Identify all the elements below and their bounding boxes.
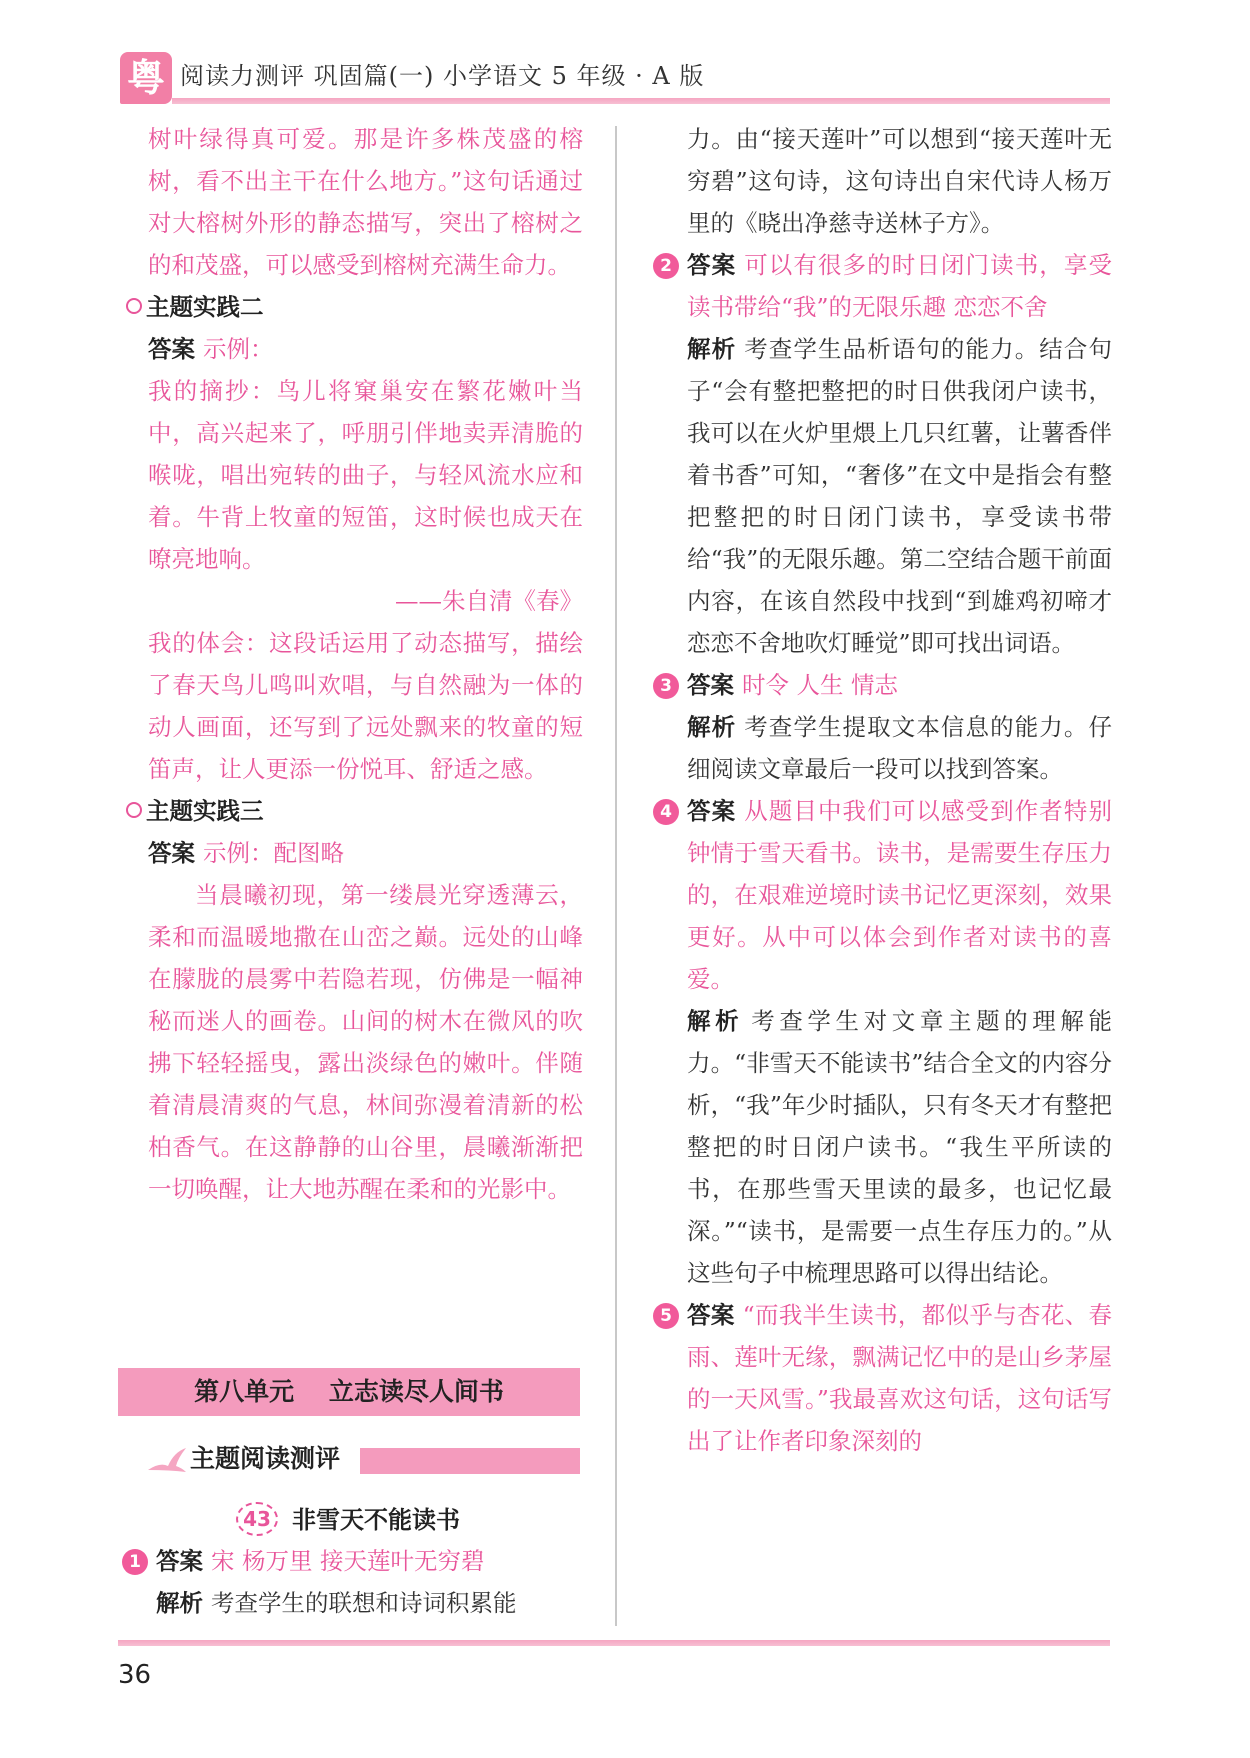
theme-title: 主题阅读测评 [190,1444,341,1473]
q2-answer: 可以有很多的时日闭门读书，享受读书带给“我”的无限乐趣 恋恋不舍 [687,251,1112,321]
q3-analysis: 考查学生提取文本信息的能力。仔细阅读文章最后一段可以找到答案。 [687,713,1112,783]
question-number-badge: 5 [653,1303,679,1329]
q2-analysis: 考查学生品析语句的能力。结合句子“会有整把整把的时日供我闭户读书，我可以在火炉里煨上几只红薯，让薯香伴着书香”可知，“奢侈”在文中是指会有整把整把的时日闭门读书，享受读书带给“我”的无限乐趣。第二空结合题干前面内容，在该自然段中找到“到雄鸡初啼才恋恋不舍地吹灯睡觉”即可找出词语。 [687,335,1112,657]
question-4 [660,790,1113,1294]
analysis-label: 解析 [687,1007,744,1035]
practice3-heading-row [148,790,583,832]
page-number: 36 [118,1660,152,1690]
q1-analysis-continued: 力。由“接天莲叶”可以想到“接天莲叶无穷碧”这句诗，这句诗出自宋代诗人杨万里的《晓出净慈寺送林子方》。 [687,125,1112,237]
question-2 [660,244,1112,664]
example-label: 示例：配图略 [203,839,344,867]
practice3-answer-row [148,832,583,874]
practice2-heading: 主题实践二 [126,293,264,321]
article-title: 非雪天不能读书 [292,1506,460,1534]
running-header: 阅读力测评 巩固篇(一) 小学语文 5 年级 · A 版 [180,62,705,90]
bullet-icon [126,298,142,314]
analysis-label: 解析 [687,335,737,363]
practice2-answer-row [148,328,583,370]
column-divider [615,126,617,1626]
theme-title-bar [190,1440,580,1478]
q1-answer: 宋 杨万里 接天莲叶无穷碧 [211,1547,485,1575]
footer-divider [118,1640,1110,1646]
question-number-badge: 3 [653,673,679,699]
analysis-label: 解析 [687,713,737,741]
bullet-icon [126,802,142,818]
excerpt-text: 我的摘抄：鸟儿将窠巢安在繁花嫩叶当中，高兴起来了，呼朋引伴地卖弄清脆的喉咙，唱出宛转的曲子，与轻风流水应和着。牛背上牧童的短笛，这时候也成天在嘹亮地响。 [148,377,583,573]
article-heading [236,1500,460,1540]
q1-answer-row [156,1540,586,1582]
excerpt-source: ——朱自清《春》 [395,587,583,615]
reflection-text: 我的体会：这段话运用了动态描写，描绘了春天鸟儿鸣叫欢唱，与自然融为一体的动人画面，还写到了远处飘来的牧童的短笛声，让人更添一份悦耳、舒适之感。 [148,629,583,783]
article-number-badge: 43 [236,1502,278,1536]
practice3-text: 当晨曦初现，第一缕晨光穿透薄云，柔和而温暖地撒在山峦之巅。远处的山峰在朦胧的晨雾中若隐若现，仿佛是一幅神秘而迷人的画卷。山间的树木在微风的吹拂下轻轻摇曳，露出淡绿色的嫩叶。伴随着清晨清爽的气息，林间弥漫着清新的松柏香气。在这静静的山谷里，晨曦渐渐把一切唤醒，让大地苏醒在柔和的光影中。 [148,881,583,1203]
q5-answer: “而我半生读书，都似乎与杏花、春雨、莲叶无缘，飘满记忆中的是山乡茅屋的一天风雪。”我最喜欢这句话，这句话写出了让作者印象深刻的 [687,1301,1113,1455]
unit-banner: 第八单元 立志读尽人间书 [118,1368,580,1416]
q1-analysis-row [156,1582,586,1624]
answer-label: 答案 [687,797,737,825]
question-number-badge: 4 [653,799,679,825]
example-label: 示例： [203,335,274,363]
left-column [148,118,583,1210]
intro-answer-text: 树叶绿得真可爱。那是许多株茂盛的榕树，看不出主干在什么地方。”这句话通过对大榕树外形的静态描写，突出了榕树之的和茂盛，可以感受到榕树充满生命力。 [148,125,583,279]
answer-label: 答案 [148,839,195,867]
header-divider [172,98,1110,104]
theme-bar-fill [360,1448,580,1474]
practice2-heading-row [148,286,583,328]
question-number-badge: 1 [122,1549,148,1575]
answer-label: 答案 [687,671,734,699]
right-column [660,118,1113,1462]
publisher-logo: 粤 [120,52,172,104]
practice3-heading: 主题实践三 [126,797,264,825]
analysis-label: 解析 [156,1589,203,1617]
q1-analysis: 考查学生的联想和诗词积累能 [211,1589,517,1617]
answer-label: 答案 [156,1547,203,1575]
question-number-badge: 2 [653,253,679,279]
q4-analysis: 考查学生对文章主题的理解能力。“非雪天不能读书”结合全文的内容分析，“我”年少时插队，只有冬天才有整把整把的时日闭户读书。“我生平所读的书，在那些雪天里读的最多，也记忆最深。”“读书，是需要一点生存压力的。”从这些句子中梳理思路可以得出结论。 [687,1007,1113,1287]
question-1 [129,1540,586,1624]
answer-label: 答案 [687,251,737,279]
question-3 [660,664,1112,790]
q4-answer: 从题目中我们可以感受到作者特别钟情于雪天看书。读书，是需要生存压力的，在艰难逆境时读书记忆更深刻，效果更好。从中可以体会到作者对读书的喜爱。 [687,797,1112,993]
question-5 [660,1294,1113,1462]
q3-answer: 时令 人生 情志 [742,671,898,699]
answer-label: 答案 [687,1301,735,1329]
bird-icon [146,1444,188,1474]
answer-label: 答案 [148,335,195,363]
